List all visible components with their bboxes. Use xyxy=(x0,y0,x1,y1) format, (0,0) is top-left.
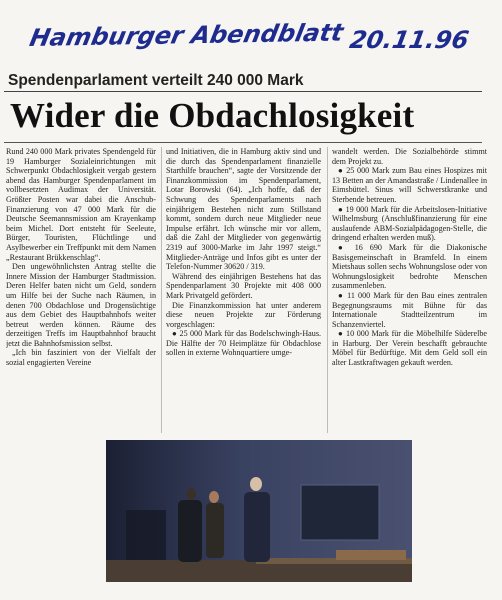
blackboard xyxy=(301,485,379,540)
column-3-paragraph: wandelt werden. Die Sozialbehörde stimmt dem Projekt zu. xyxy=(332,147,487,166)
handwritten-date-note: 20.11.96 xyxy=(347,26,471,54)
article-column-1 xyxy=(6,147,156,437)
article-photo xyxy=(106,440,412,582)
article-column-3 xyxy=(332,147,487,437)
person-figure xyxy=(178,500,202,562)
column-2-paragraph: Die Finanzkommission hat unter anderem diese neuen Projekte zur Förderung vorgeschlagen: xyxy=(166,300,321,329)
article-column-2 xyxy=(166,147,321,437)
column-3-paragraph: ● 19 000 Mark für die Arbeitslosen-Initiative Wilhelmsburg (Anschlußfinanzierung für eine auslaufende ABM-Sozialpädagogen-Stelle, die dringend erhalten werden muß). xyxy=(332,204,487,243)
person-figure xyxy=(206,503,224,558)
person-head xyxy=(209,491,219,503)
column-1-paragraph: Den ungewöhnlichsten Antrag stellte die Innere Mission der Hamburger Stadtmission. Deren Helfer baten nicht um Geld, sondern um Hilfe bei der Suche nach Räumen, in denen 700 Obdachlose und Drogensüchtige aus dem Gebiet des Hauptbahnhofs weiter betreut werden können. Räume des derzeitigen Treffs im Hauptbahnhof braucht jetzt die Bahnhofsmission selbst. xyxy=(6,262,156,348)
headline-rule xyxy=(4,142,482,143)
speaker-figure xyxy=(244,492,270,562)
column-divider xyxy=(327,147,328,433)
article-headline: Wider die Obdachlosigkeit xyxy=(10,96,415,135)
column-3-paragraph: ● 16 690 Mark für die Diakonische Basisgemeinschaft in Bramfeld. In einem Mietshaus sollen sechs Wohnungslose oder von Wohnungslosigkeit bedrohte Menschen zusammenleben. xyxy=(332,242,487,291)
photo-scene xyxy=(106,440,412,582)
column-2-paragraph: ● 25 000 Mark für das Bodelschwingh-Haus. Die Hälfte der 70 Heimplätze für Obdachlose sollen in externe Wohnquartiere umge- xyxy=(166,329,321,358)
column-3-paragraph: ● 25 000 Mark zum Bau eines Hospizes mit 13 Betten an der Amandastraße / Lindenallee in Eimsbüttel. Sinus will Schwerstkranke und Sterbende betreuen. xyxy=(332,166,487,204)
handwritten-publication-note: Hamburger Abendblatt xyxy=(27,18,346,52)
column-1-paragraph: „Ich bin fasziniert von der Vielfalt der sozial engagierten Vereine xyxy=(6,348,156,368)
column-divider xyxy=(161,147,162,433)
article-overline: Spendenparlament verteilt 240 000 Mark xyxy=(8,72,304,89)
column-2-paragraph: und Initiativen, die in Hamburg aktiv sind und die durch das Spendenparlament finanzielle Starthilfe brauchen“, sagte der Vorsitzende der Finanzkommission im Spendenparlament, Lotar Borowski (64). „Ich hoffe, daß der Schwung des Spendenparlaments nach einjährigem Bestehen nicht zum Stillstand kommt, sondern durch neue Mitglieder neue Impulse erfährt. Ich wünsche mir vor allem, daß die Zahl der Mitglieder von gegenwärtig 2319 auf 3000-Marke im Jahr 1997 steigt.“ Mitglieder-Anträge und Infos gibt es unter der Telefon-Nummer 30620 / 319. xyxy=(166,147,321,272)
overline-rule xyxy=(4,91,482,92)
column-2-paragraph: Während des einjährigen Bestehens hat das Spendenparlament 30 Projekte mit 408 000 Mark Privatgeld gefördert. xyxy=(166,271,321,300)
person-head xyxy=(250,477,262,491)
column-1-paragraph: Rund 240 000 Mark privates Spendengeld für 19 Hamburger Sozialeinrichtungen mit Schwerpunkt Obdachlosigkeit vergab gestern abend das Hamburger Spendenparlament im vollbesetzten Audimax der Universität. Größter Posten war dabei die Anschub-Finanzierung von 47 000 Mark für die Deutsche Seemannsmission am Krayenkamp beim Michel. Dort entsteht für Seeleute, Bürger, Touristen, Flüchtlinge und Asylbewerber ein Treffpunkt mit dem Namen „Restaurant Brükkenschlag“. xyxy=(6,147,156,262)
person-head xyxy=(186,488,196,500)
column-3-paragraph: ● 10 000 Mark für die Möbelhilfe Süderelbe in Harburg. Der Verein beschafft gebrauchte Möbel für Bedürftige. Mit dem Geld soll ein alter Lastkraftwagen gekauft werden. xyxy=(332,329,487,368)
column-3-paragraph: ● 11 000 Mark für den Bau eines zentralen Begegnungsraums mit Bühne für das Internationale Stadtteilzentrum im Schanzenviertel. xyxy=(332,290,487,329)
